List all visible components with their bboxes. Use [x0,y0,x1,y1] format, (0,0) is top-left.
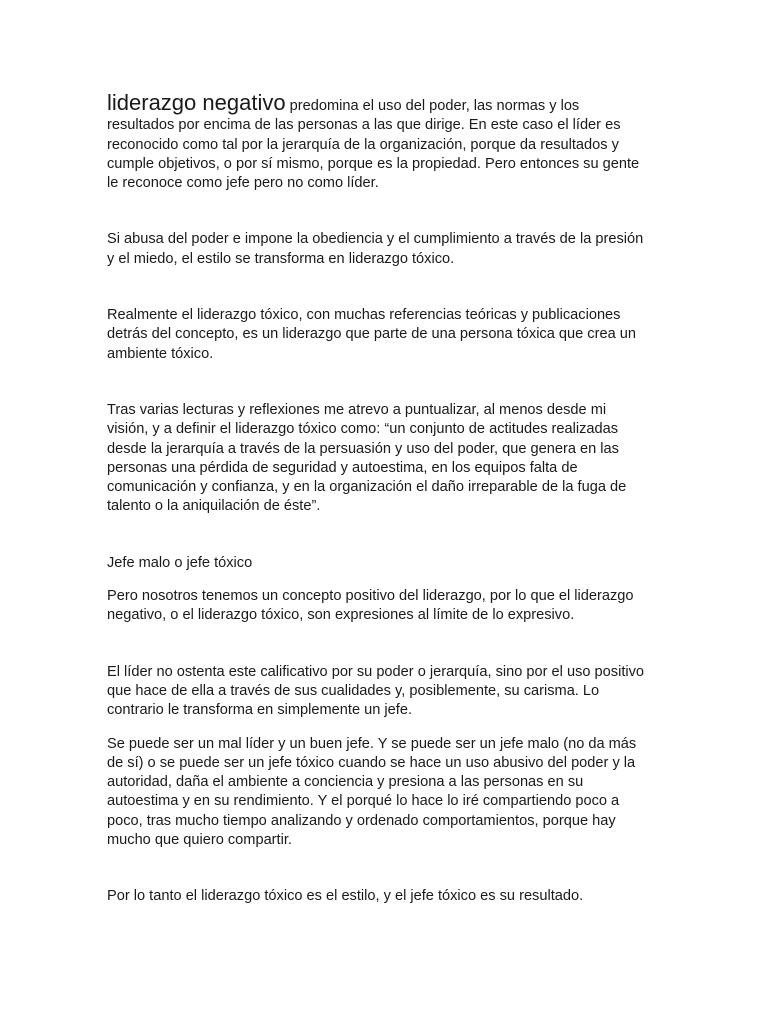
intro-paragraph [107,92,647,193]
paragraph-bad-boss: Se puede ser un mal líder y un buen jefe. Y se puede ser un jefe malo (no da más de sí) o se puede ser un jefe tóxico cuando se hace un uso abusivo del poder y la autoridad, daña el ambiente a conciencia y presiona a las personas en su autoestima y en su rendimiento. Y el porqué lo hace lo iré compartiendo poco a poco, tras mucho tiempo analizando y ordenado comportamientos, porque hay mucho que quiero compartir. [107,735,637,849]
paragraph-toxic-concept: Realmente el liderazgo tóxico, con muchas referencias teóricas y publicaciones detrás del concepto, es un liderazgo que parte de una persona tóxica que crea un ambiente tóxico. [107,307,636,362]
paragraph-leader: El líder no ostenta este calificativo por su poder o jerarquía, sino por el uso positivo que hace de ella a través de sus cualidades y, posiblemente, su carisma. Lo contrario le transforma en simplemente un jefe. [107,663,645,719]
intro-text: predomina el uso del poder, las normas y los resultados por encima de las personas a las que dirige. En este caso el líder es reconocido como tal por la jerarquía de la organización, porque da resultados y cumple objetivos, o por sí mismo, porque es la propiedad. Pero entonces su gente le reconoce como jefe pero no como líder. [107,98,640,192]
document-page [107,92,647,907]
section-subheading: Jefe malo o jefe tóxico [107,554,253,571]
lead-heading: liderazgo negativo [107,90,286,115]
paragraph-positive-concept: Pero nosotros tenemos un concepto positivo del liderazgo, por lo que el liderazgo negativo, o el liderazgo tóxico, son expresiones al límite de lo expresivo. [107,588,634,624]
paragraph-definition: Tras varias lecturas y reflexiones me atrevo a puntualizar, al menos desde mi visión, y a definir el liderazgo tóxico como: “un conjunto de actitudes realizadas desde la jerarquía a través de la persuasión y uso del poder, que genera en las personas una pérdida de seguridad y autoestima, en los equipos falta de comunicación y confianza, y en la organización el daño irreparable de la fuga de talento o la aniquilación de éste”. [107,401,627,515]
paragraph-conclusion: Por lo tanto el liderazgo tóxico es el estilo, y el jefe tóxico es su resultado. [107,888,584,905]
paragraph-abuse: Si abusa del poder e impone la obediencia y el cumplimiento a través de la presión y el miedo, el estilo se transforma en liderazgo tóxico. [107,231,644,267]
